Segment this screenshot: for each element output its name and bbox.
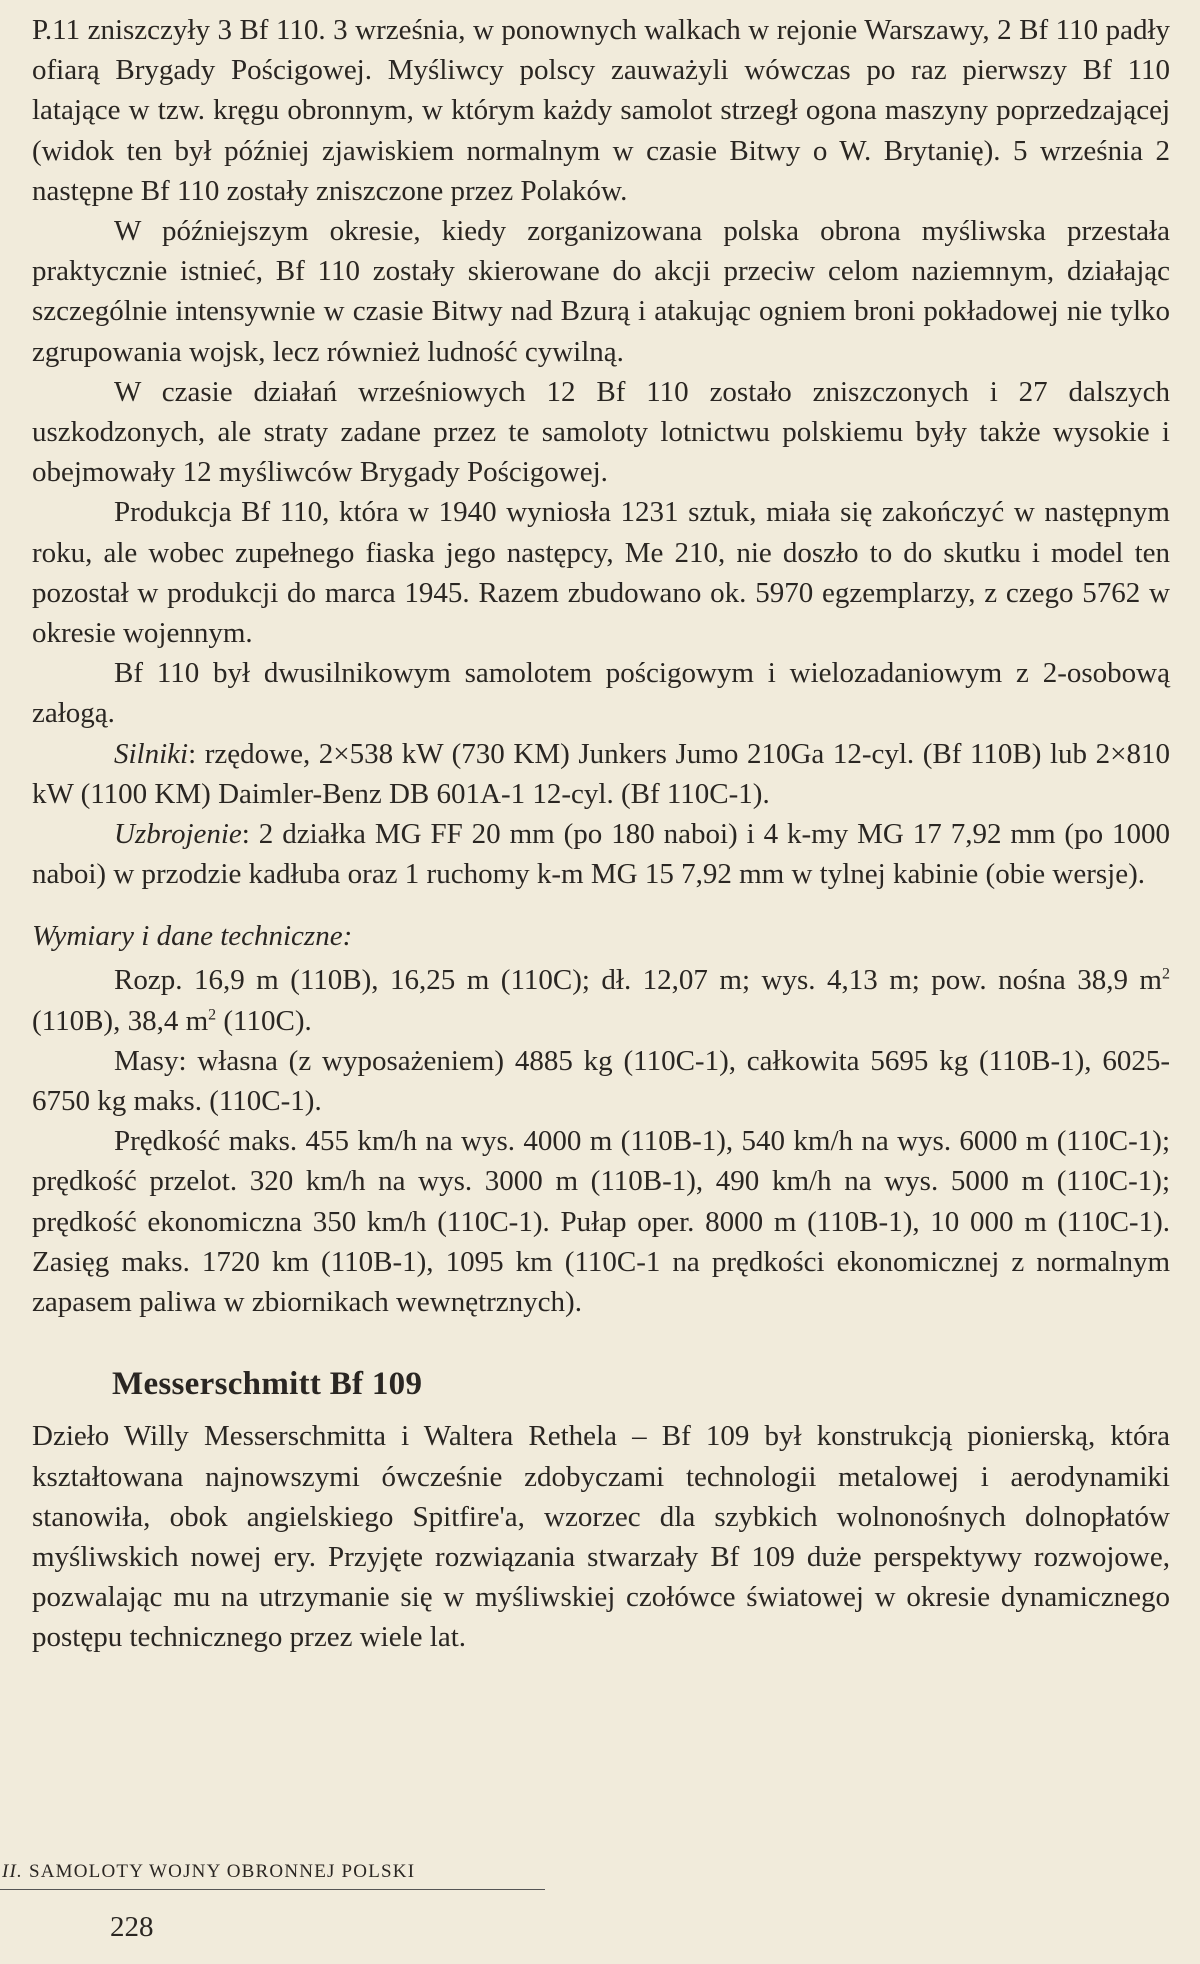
page-number: 228: [110, 1911, 154, 1943]
section-title: Messerschmitt Bf 109: [112, 1366, 423, 1403]
superscript-1: 2: [1162, 965, 1170, 983]
paragraph-losses: W czasie działań wrześniowych 12 Bf 110 zostało zniszczonych i 27 dalszych uszkodzonych, ale straty zadane przez te samoloty lotnictwu polskiemu były także wysokie i obejmowały 12 myśliwców Brygady Pościgowej.: [32, 375, 1170, 489]
running-head: [2, 1861, 415, 1883]
footer-divider: [0, 1889, 545, 1890]
dimensions-text-2: (110B), 38,4 m: [32, 1004, 209, 1037]
paragraph-engines: [32, 734, 1170, 814]
specs-heading: Wymiary i dane techniczne:: [32, 920, 353, 953]
superscript-2: 2: [208, 1006, 217, 1024]
paragraph-performance: Prędkość maks. 455 km/h na wys. 4000 m (110B-1), 540 km/h na wys. 6000 m (110C-1); prędkość przelot. 320 km/h na wys. 3000 m (110B-1), 490 km/h na wys. 5000 m (110C-1); prędkość ekonomiczna 350 km/h (110C-1). Pułap oper. 8000 m (110B-1), 10 000 m (110C-1). Zasięg maks. 1720 km (110B-1), 1095 km (110C-1 na prędkości ekonomicznej z normalnym zapasem paliwa w zbiornikach wewnętrznych).: [32, 1125, 1170, 1319]
running-head-title: SAMOLOTY WOJNY OBRONNEJ POLSKI: [28, 1861, 416, 1882]
armament-label: Uzbrojenie: [114, 818, 242, 851]
page-body: [32, 10, 1170, 1658]
paragraph-description: Bf 110 był dwusilnikowym samolotem pościgowym i wielozadaniowym z 2-osobową załogą.: [32, 657, 1170, 730]
paragraph-masses: Masy: własna (z wyposażeniem) 4885 kg (110C-1), całkowita 5695 kg (110B-1), 6025-6750 kg maks. (110C-1).: [32, 1044, 1170, 1118]
dimensions-text-3: (110C).: [216, 1004, 312, 1037]
paragraph-armament: [32, 814, 1170, 894]
paragraph-bf109-intro: Dzieło Willy Messerschmitta i Waltera Rethela – Bf 109 był konstrukcją pionierską, która kształtowana najnowszymi ówcześnie zdobyczami technologii metalowej i aerodynamiki stanowiła, obok angielskiego Spitfire'a, wzorzec dla szybkich wolnonośnych dolnopłatów myśliwskich nowej ery. Przyjęte rozwiązania stwarzały Bf 109 duże perspektywy rozwojowe, pozwalając mu na utrzymanie się w myśliwskiej czołówce światowej w okresie dynamicznego postępu technicznego przez wiele lat.: [32, 1420, 1170, 1654]
dimensions-text-1: Rozp. 16,9 m (110B), 16,25 m (110C); dł. 12,07 m; wys. 4,13 m; pow. nośna 38,9 m: [114, 964, 1162, 997]
running-head-roman: II.: [2, 1861, 24, 1882]
engines-text: : rzędowe, 2×538 kW (730 KM) Junkers Jumo 210Ga 12-cyl. (Bf 110B) lub 2×810 kW (1100 KM) Daimler-Benz DB 601A-1 12-cyl. (Bf 110C-1).: [32, 737, 1170, 810]
armament-text: : 2 działka MG FF 20 mm (po 180 naboi) i 4 k-my MG 17 7,92 mm (po 1000 naboi) w przodzie kadłuba oraz 1 ruchomy k-m MG 15 7,92 mm w tylnej kabinie (obie wersje).: [32, 818, 1170, 891]
paragraph-bf110-combat: P.11 zniszczyły 3 Bf 110. 3 września, w ponownych walkach w rejonie Warszawy, 2 Bf 110 padły ofiarą Brygady Pościgowej. Myśliwcy polscy zauważyli wówczas po raz pierwszy Bf 110 latające w tzw. kręgu obronnym, w którym każdy samolot strzegł ogona maszyny poprzedzającej (widok ten był później zjawiskiem normalnym w czasie Bitwy o W. Brytanię). 5 września 2 następne Bf 110 zostały zniszczone przez Polaków.: [32, 14, 1170, 207]
paragraph-ground-attack: W późniejszym okresie, kiedy zorganizowana polska obrona myśliwska przestała praktycznie istnieć, Bf 110 zostały skierowane do akcji przeciw celom naziemnym, działając szczególnie intensywnie w czasie Bitwy nad Bzurą i atakując ogniem broni pokładowej nie tylko zgrupowania wojsk, lecz również ludność cywilną.: [32, 215, 1170, 368]
paragraph-dimensions: [32, 960, 1170, 1040]
paragraph-production: Produkcja Bf 110, która w 1940 wyniosła 1231 sztuk, miała się zakończyć w następnym roku, ale wobec zupełnego fiaska jego następcy, Me 210, nie doszło to do skutku i model ten pozostał w produkcji do marca 1945. Razem zbudowano ok. 5970 egzemplarzy, z czego 5762 w okresie wojennym.: [32, 496, 1170, 650]
engines-label: Silniki: [114, 737, 189, 770]
